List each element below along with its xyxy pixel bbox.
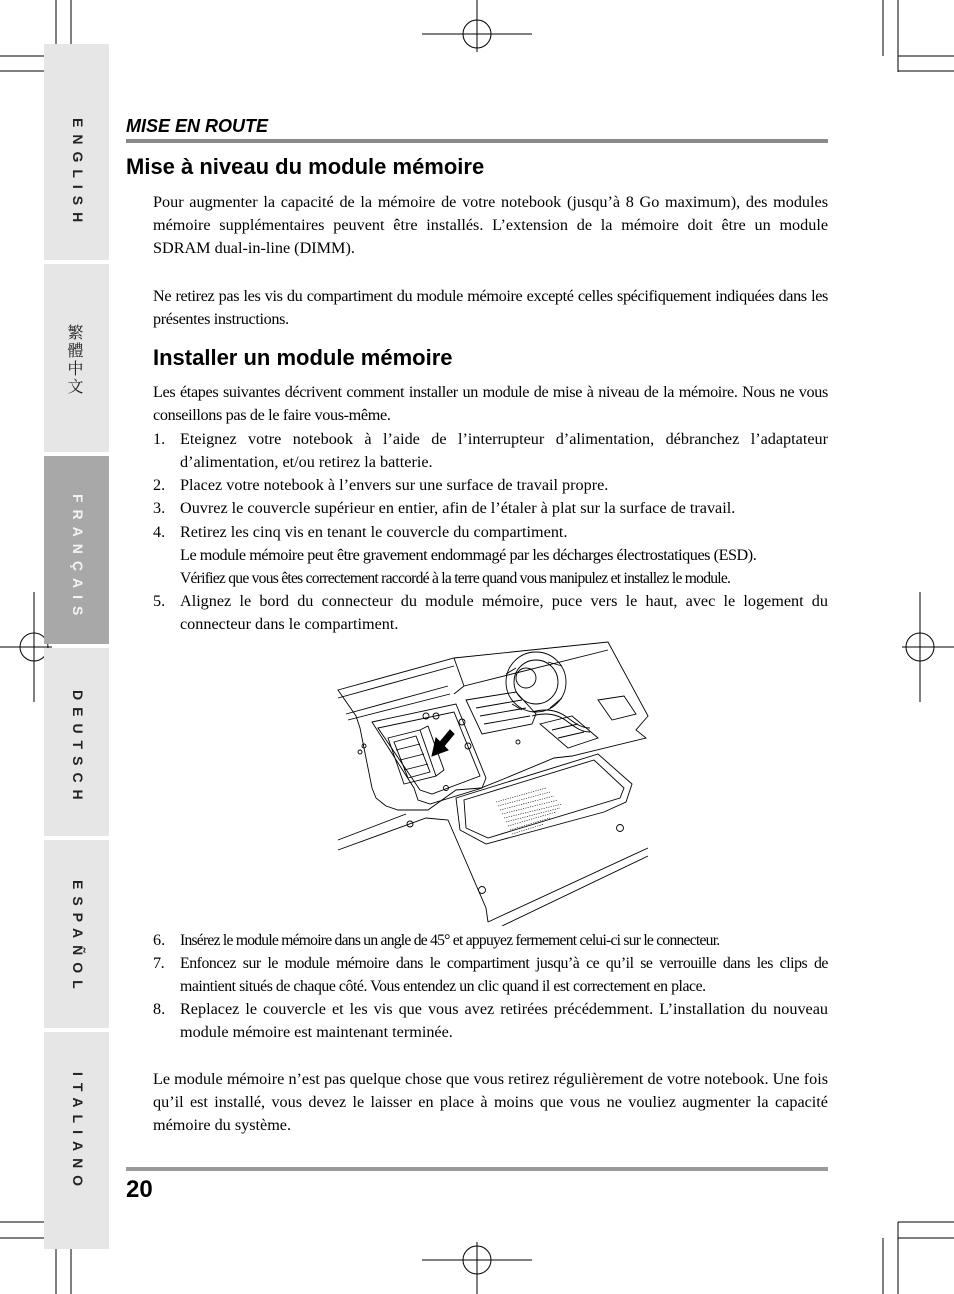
section-header: MISE EN ROUTE [126,116,269,136]
closing-paragraph: Le module mémoire n’est pas quelque chose que vous retirez régulièrement de votre notebook. Une fois qu’il est installé, vous devez le laisser en place à moins que vous ne vouliez augmenter la capacité mémoire du système. [153,1070,828,1134]
step-1 [153,428,828,474]
grounding-note: Vérifiez que vous êtes correctement raccordé à la terre quand vous manipulez et installez le module. [180,570,731,587]
step-text: Alignez le bord du connecteur du module mémoire, puce vers le haut, avec le logement du connecteur dans le compartiment. [180,592,828,633]
step-8 [153,998,828,1044]
page-title: Mise à niveau du module mémoire [126,154,485,179]
esd-warning: Le module mémoire peut être gravement endommagé par les décharges électrostatiques (ESD). [180,546,757,564]
tab-traditional-chinese[interactable] [44,264,109,452]
step-2 [153,474,828,497]
tab-english[interactable] [44,44,109,260]
step-text: Replacez le couvercle et les vis que vous avez retirées précédemment. L’installation du nouveau module mémoire est maintenant terminée. [180,1000,828,1041]
step-text: Placez votre notebook à l’envers sur une surface de travail propre. [180,476,609,494]
step-number: 1. [153,430,166,448]
tab-traditional-chinese-label: 繁體中文 [65,324,84,396]
caution-paragraph: Ne retirez pas les vis du compartiment du module mémoire excepté celles spécifiquement indiquées dans les présentes instructions. [153,287,828,328]
memory-compartment-illustration [336,638,652,926]
tab-italiano-label: ITALIANO [70,1072,86,1194]
tab-deutsch[interactable] [44,648,109,836]
step-3 [153,497,828,520]
step-text: Eteignez votre notebook à l’aide de l’interrupteur d’alimentation, débranchez l’adaptateur d’alimentation, et/ou retirez la batterie. [180,430,828,471]
step-number: 6. [153,931,166,949]
section-subtitle: Installer un module mémoire [153,345,453,370]
tab-italiano[interactable] [44,1032,109,1249]
lead-paragraph: Les étapes suivantes décrivent comment installer un module de mise à niveau de la mémoire. Nous ne vous conseillons pas de le faire vous-même. [153,383,828,424]
step-number: 2. [153,476,166,494]
tab-francais[interactable] [44,456,109,644]
step-number: 7. [153,954,165,972]
step-text: Enfoncez sur le module mémoire dans le compartiment jusqu’à ce qu’il se verrouille dans les clips de maintient situés de chaque côté. Vous entendez un clic quand il est correctement en place. [180,955,828,995]
tab-francais-label: FRANÇAIS [70,494,86,623]
step-number: 5. [153,592,166,610]
intro-paragraph: Pour augmenter la capacité de la mémoire de votre notebook (jusqu’à 8 Go maximum), des modules mémoire supplémentaires peuvent être installés. L’extension de la mémoire doit être un module SDRAM dual-in-line (DIMM). [153,193,828,257]
tab-espanol-label: ESPAÑOL [70,880,86,996]
header-rule [126,139,828,143]
step-text: Retirez les cinq vis en tenant le couvercle du compartiment. [180,523,568,541]
step-number: 3. [153,499,166,517]
page-number: 20 [126,1176,153,1203]
step-text: Ouvrez le couvercle supérieur en entier, afin de l’étaler à plat sur la surface de travail. [180,499,736,517]
language-sidebar [44,44,109,1249]
tab-deutsch-label: DEUTSCH [70,690,86,807]
step-5 [153,590,828,636]
tab-english-label: ENGLISH [70,118,86,230]
step-7 [153,952,828,998]
tab-espanol[interactable] [44,840,109,1028]
step-text: Insérez le module mémoire dans un angle de 45° et appuyez fermement celui-ci sur le connecteur. [180,932,720,949]
step-number: 8. [153,1000,166,1018]
step-4 [153,521,828,590]
step-number: 4. [153,523,166,541]
step-6 [153,929,828,952]
footer-rule [126,1167,828,1171]
